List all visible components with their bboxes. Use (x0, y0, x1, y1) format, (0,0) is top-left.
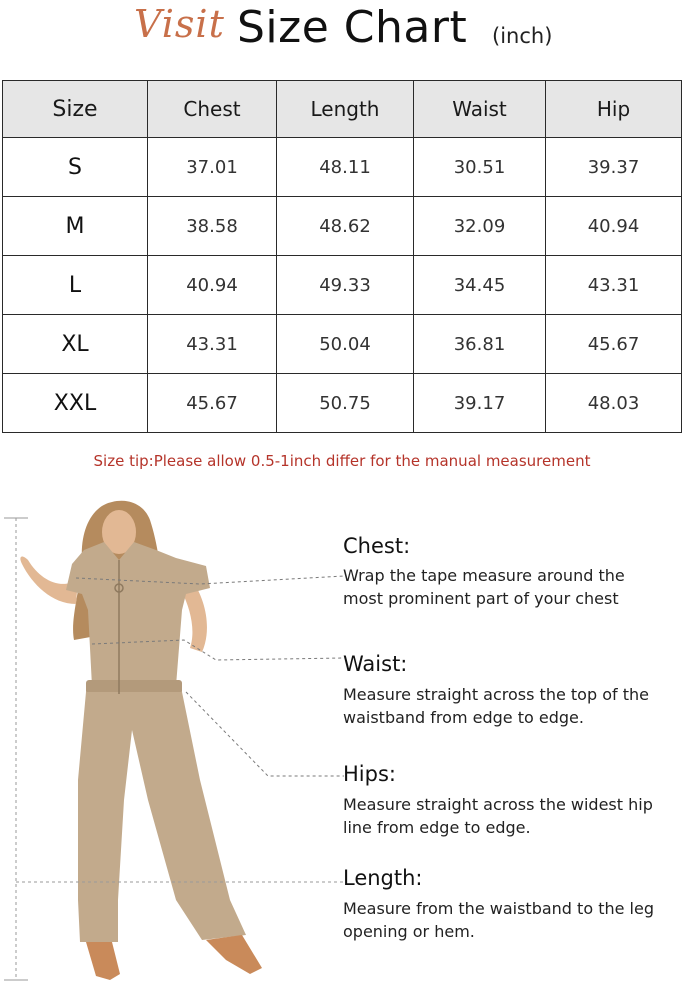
jumpsuit-legs-shape (78, 692, 246, 942)
hip-cell: 48.03 (546, 374, 682, 433)
length-cell: 48.62 (277, 197, 414, 256)
size-cell: L (3, 256, 148, 315)
length-cell: 49.33 (277, 256, 414, 315)
hips-label: Hips: (343, 762, 396, 786)
size-cell: M (3, 197, 148, 256)
unit-label: (inch) (492, 24, 553, 48)
length-cell: 48.11 (277, 138, 414, 197)
waist-description (343, 683, 684, 729)
hips-pointer-line (186, 692, 344, 776)
chest-cell: 40.94 (148, 256, 277, 315)
waist-description-line-1: Measure straight across the top of the (343, 685, 649, 704)
column-header-length: Length (277, 81, 414, 138)
chest-cell: 37.01 (148, 138, 277, 197)
size-cell: XL (3, 315, 148, 374)
column-header-hip: Hip (546, 81, 682, 138)
left-shoe-shape (86, 942, 120, 980)
waist-cell: 34.45 (414, 256, 546, 315)
chest-label: Chest: (343, 534, 411, 558)
measurement-guide (0, 480, 684, 1000)
length-description-line-2: opening or hem. (343, 922, 475, 941)
waist-description-line-2: waistband from edge to edge. (343, 708, 584, 727)
hip-cell: 40.94 (546, 197, 682, 256)
waist-cell: 30.51 (414, 138, 546, 197)
visit-script-text: Visit (134, 2, 225, 46)
chest-cell: 45.67 (148, 374, 277, 433)
right-shoe-shape (206, 935, 262, 974)
waist-label: Waist: (343, 652, 408, 676)
size-cell: S (3, 138, 148, 197)
size-cell: XXL (3, 374, 148, 433)
length-cell: 50.04 (277, 315, 414, 374)
column-header-chest: Chest (148, 81, 277, 138)
waistband-shape (86, 680, 182, 694)
page-header (0, 0, 684, 70)
waist-cell: 39.17 (414, 374, 546, 433)
hips-description-line-1: Measure straight across the widest hip (343, 795, 653, 814)
chest-description-line-2: most prominent part of your chest (343, 589, 619, 608)
length-description (343, 897, 684, 943)
column-header-waist: Waist (414, 81, 546, 138)
table-header-row (3, 81, 682, 138)
table-row (3, 197, 682, 256)
chest-cell: 43.31 (148, 315, 277, 374)
table-row (3, 315, 682, 374)
hip-cell: 45.67 (546, 315, 682, 374)
column-header-size: Size (3, 81, 148, 138)
hip-cell: 43.31 (546, 256, 682, 315)
hips-description-line-2: line from edge to edge. (343, 818, 531, 837)
length-label: Length: (343, 866, 423, 890)
size-table (2, 80, 682, 433)
table-row (3, 256, 682, 315)
chest-description-line-1: Wrap the tape measure around the (343, 566, 625, 585)
table-row (3, 138, 682, 197)
chest-description (343, 564, 684, 610)
hip-cell: 39.37 (546, 138, 682, 197)
length-cell: 50.75 (277, 374, 414, 433)
hips-description (343, 793, 684, 839)
length-description-line-1: Measure from the waistband to the leg (343, 899, 654, 918)
waist-cell: 36.81 (414, 315, 546, 374)
table-row (3, 374, 682, 433)
page-title: Size Chart (237, 2, 468, 53)
chest-cell: 38.58 (148, 197, 277, 256)
waist-cell: 32.09 (414, 197, 546, 256)
size-tip: Size tip:Please allow 0.5-1inch differ for the manual measurement (93, 452, 591, 470)
